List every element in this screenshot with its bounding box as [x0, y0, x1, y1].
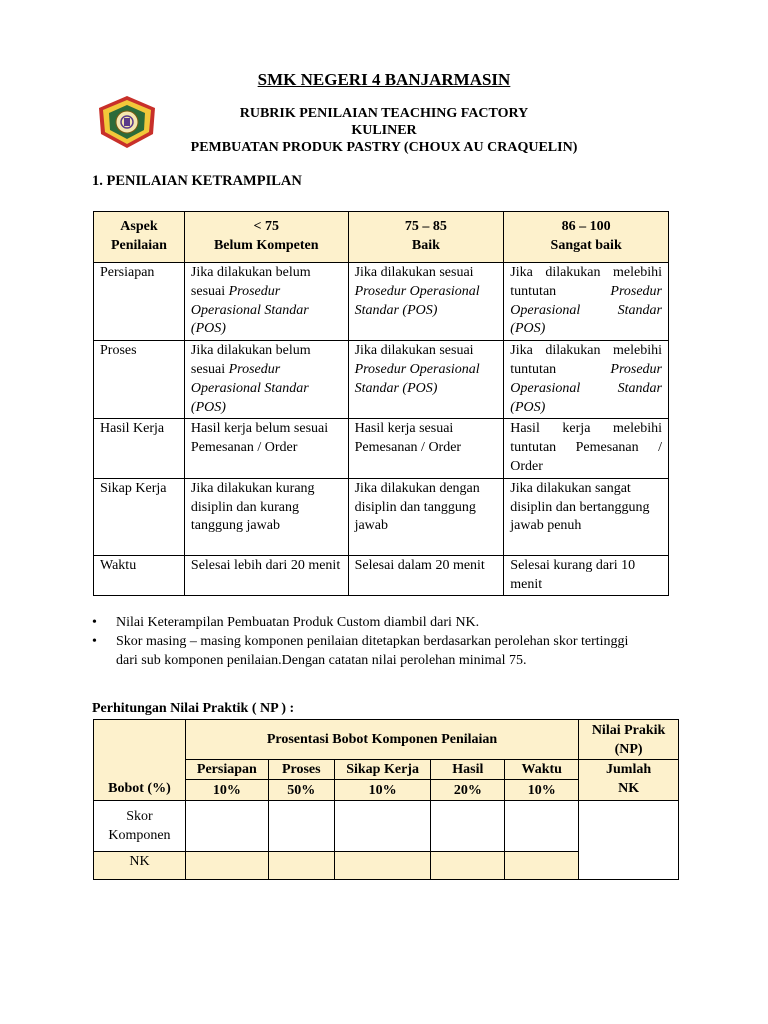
criteria-cell: Jika dilakukan kurang disiplin dan kurang tanggung jawab	[184, 478, 348, 555]
component-weight: 50%	[268, 780, 334, 801]
header-very-good: 86 – 100 Sangat baik	[504, 212, 669, 263]
bullet-icon: •	[92, 615, 97, 630]
skor-row	[94, 801, 679, 852]
list-item: • Skor masing – masing komponen penilaian ditetapkan berdasarkan perolehan skor tertinggi dari sub komponen penilaian.Dengan catatan nilai perolehan minimal 75.	[92, 634, 629, 668]
aspect-label: Persiapan	[94, 263, 185, 341]
aspect-label: Proses	[94, 341, 185, 419]
jumlah-nk-header: Jumlah NK	[579, 760, 679, 801]
score-cell	[431, 801, 505, 852]
nk-label: NK	[94, 852, 186, 880]
criteria-cell: Jika dilakukan melebihi tuntutan Prosedur Operasional Standar (POS)	[504, 263, 669, 341]
component-name: Waktu	[505, 760, 579, 780]
score-cell	[185, 801, 268, 852]
criteria-cell: Selesai kurang dari 10 menit	[504, 555, 669, 596]
np-header: Nilai Prakik (NP)	[579, 720, 679, 760]
rubric-row-waktu	[94, 555, 669, 596]
criteria-cell: Jika dilakukan dengan disiplin dan tanggung jawab	[348, 478, 504, 555]
list-item: • Nilai Keterampilan Pembuatan Produk Custom diambil dari NK.	[92, 615, 480, 630]
nk-cell	[431, 852, 505, 880]
school-title: SMK NEGERI 4 BANJARMASIN	[257, 70, 511, 89]
rubric-row-proses	[94, 341, 669, 419]
criteria-cell: Jika dilakukan sangat disiplin dan bertanggung jawab penuh	[504, 478, 669, 555]
rubric-header-row	[94, 212, 669, 263]
nk-cell	[505, 852, 579, 880]
criteria-cell: Selesai lebih dari 20 menit	[184, 555, 348, 596]
criteria-cell: Hasil kerja belum sesuai Pemesanan / Order	[184, 419, 348, 478]
aspect-label: Sikap Kerja	[94, 478, 185, 555]
rubric-row-sikap	[94, 478, 669, 555]
np-total-cell	[579, 801, 679, 880]
rubric-row-hasil	[94, 419, 669, 478]
program-title: KULINER	[351, 123, 417, 138]
weight-group-header: Prosentasi Bobot Komponen Penilaian	[185, 720, 578, 760]
section-title: 1. PENILAIAN KETRAMPILAN	[92, 173, 302, 189]
np-section-title: Perhitungan Nilai Praktik ( NP ) :	[92, 701, 295, 716]
criteria-cell: Jika dilakukan belum sesuai Prosedur Operasional Standar (POS)	[184, 263, 348, 341]
product-title: PEMBUATAN PRODUK PASTRY (CHOUX AU CRAQUELIN)	[190, 140, 578, 155]
header-aspect: Aspek Penilaian	[94, 212, 185, 263]
nk-cell	[185, 852, 268, 880]
score-cell	[268, 801, 334, 852]
criteria-cell: Selesai dalam 20 menit	[348, 555, 504, 596]
notes-list	[92, 613, 652, 670]
nk-cell	[334, 852, 431, 880]
criteria-cell: Jika dilakukan belum sesuai Prosedur Operasional Standar (POS)	[184, 341, 348, 419]
criteria-cell: Jika dilakukan sesuai Prosedur Operasional Standar (POS)	[348, 341, 504, 419]
score-cell	[505, 801, 579, 852]
header-good: 75 – 85 Baik	[348, 212, 504, 263]
np-calculation-table	[93, 719, 679, 880]
skills-rubric-table	[93, 211, 669, 596]
rubric-row-persiapan	[94, 263, 669, 341]
bullet-icon: •	[92, 634, 97, 649]
criteria-cell: Jika dilakukan sesuai Prosedur Operasional Standar (POS)	[348, 263, 504, 341]
nk-cell	[268, 852, 334, 880]
criteria-cell: Hasil kerja sesuai Pemesanan / Order	[348, 419, 504, 478]
component-name: Persiapan	[185, 760, 268, 780]
rubric-title: RUBRIK PENILAIAN TEACHING FACTORY	[239, 106, 529, 121]
criteria-cell: Jika dilakukan melebihi tuntutan Prosedur Operasional Standar (POS)	[504, 341, 669, 419]
component-name: Hasil	[431, 760, 505, 780]
component-weight: 10%	[185, 780, 268, 801]
header-below-competent: < 75 Belum Kompeten	[184, 212, 348, 263]
np-header-row	[94, 720, 679, 760]
component-name: Proses	[268, 760, 334, 780]
component-weight: 20%	[431, 780, 505, 801]
component-weight: 10%	[334, 780, 431, 801]
component-weight: 10%	[505, 780, 579, 801]
aspect-label: Waktu	[94, 555, 185, 596]
aspect-label: Hasil Kerja	[94, 419, 185, 478]
component-name: Sikap Kerja	[334, 760, 431, 780]
criteria-cell: Hasil kerja melebihi tuntutan Pemesanan / Order	[504, 419, 669, 478]
skor-komponen-label: Skor Komponen	[94, 801, 186, 852]
score-cell	[334, 801, 431, 852]
bobot-label: Bobot (%)	[94, 720, 186, 801]
